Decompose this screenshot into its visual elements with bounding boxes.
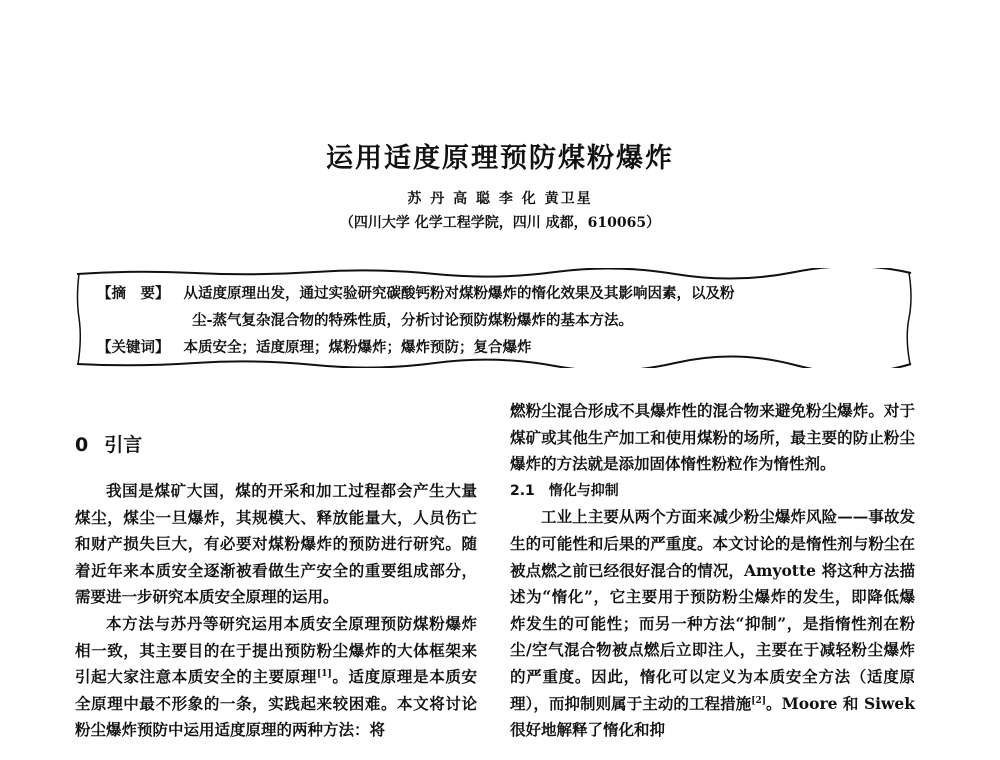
abstract-label: 【摘 要】 — [97, 285, 170, 302]
paragraph: 我国是煤矿大国，煤的开采和加工过程都会产生大量煤尘，煤尘一旦爆炸，其规模大、释放能量大，人员伤亡和财产损失巨大，有必要对煤粉爆炸的预防进行研究。随着近年来本质安全逐渐被看做生产安全的重要组成部分，需要进一步研究本质安全原理的运用。 — [75, 481, 477, 607]
left-column — [75, 478, 477, 744]
keywords-line — [97, 336, 532, 357]
section-title: 引言 — [104, 434, 143, 456]
citation-ref: [1] — [316, 669, 332, 679]
paragraph: 燃粉尘混合形成不具爆炸性的混合物来避免粉尘爆炸。对于煤矿或其他生产加工和使用煤粉的场所，最主要的防止粉尘爆炸的方法就是添加固体惰性粉粒作为惰性剂。 — [510, 401, 915, 474]
subsection-heading: 2.1 惰化与抑制 — [510, 482, 619, 499]
paragraph: 本方法与苏丹等研究运用本质安全原理预防煤粉爆炸相一致，其主要目的在于提出预防粉尘爆炸的大体框架来引起大家注意本质安全的主要原理[1]。适度原理是本质安全原理中最不形象的一条，实践起来较困难。本文将讨论粉尘爆炸预防中运用适度原理的两种方法：将 — [75, 613, 477, 740]
abstract-line-2: 尘-蒸气复杂混合物的特殊性质，分析讨论预防煤粉爆炸的基本方法。 — [192, 312, 634, 329]
affiliation: （四川大学 化学工程学院，四川 成都，610065） — [339, 215, 661, 231]
paper-title: 运用适度原理预防煤粉爆炸 — [326, 143, 674, 174]
right-column — [510, 398, 915, 744]
abstract-box — [75, 268, 913, 368]
section-heading — [75, 430, 142, 457]
abstract-text-1: 从适度原理出发，通过实验研究碳酸钙粉对煤粉爆炸的惰化效果及其影响因素，以及粉 — [183, 285, 735, 302]
author-list: 苏 丹 高 聪 李 化 黄卫星 — [407, 191, 593, 207]
keywords-text: 本质安全；适度原理；煤粉爆炸；爆炸预防；复合爆炸 — [183, 339, 532, 356]
abstract-line-1 — [97, 282, 735, 303]
paragraph: 工业上主要从两个方面来减少粉尘爆炸风险——事故发生的可能性和后果的严重度。本文讨论的是惰性剂与粉尘在被点燃之前已经很好混合的情况，Amyotte 将这种方法描述为“惰化”，它主要用于预防粉尘爆炸的发生，即降低爆炸发生的可能性；而另一种方法“抑制”，是指惰性剂在粉尘/空气混合物被点燃后立即注人，主要在于减轻粉尘爆炸的严重度。因此，惰化可以定义为本质安全方法（适度原理），而抑制则属于主动的工程措施[2]。Moore 和 Siwek 很好地解释了惰化和抑 — [510, 507, 915, 740]
section-number: 0 — [75, 434, 89, 456]
keywords-label: 【关键词】 — [97, 339, 170, 356]
citation-ref: [2] — [751, 695, 766, 706]
